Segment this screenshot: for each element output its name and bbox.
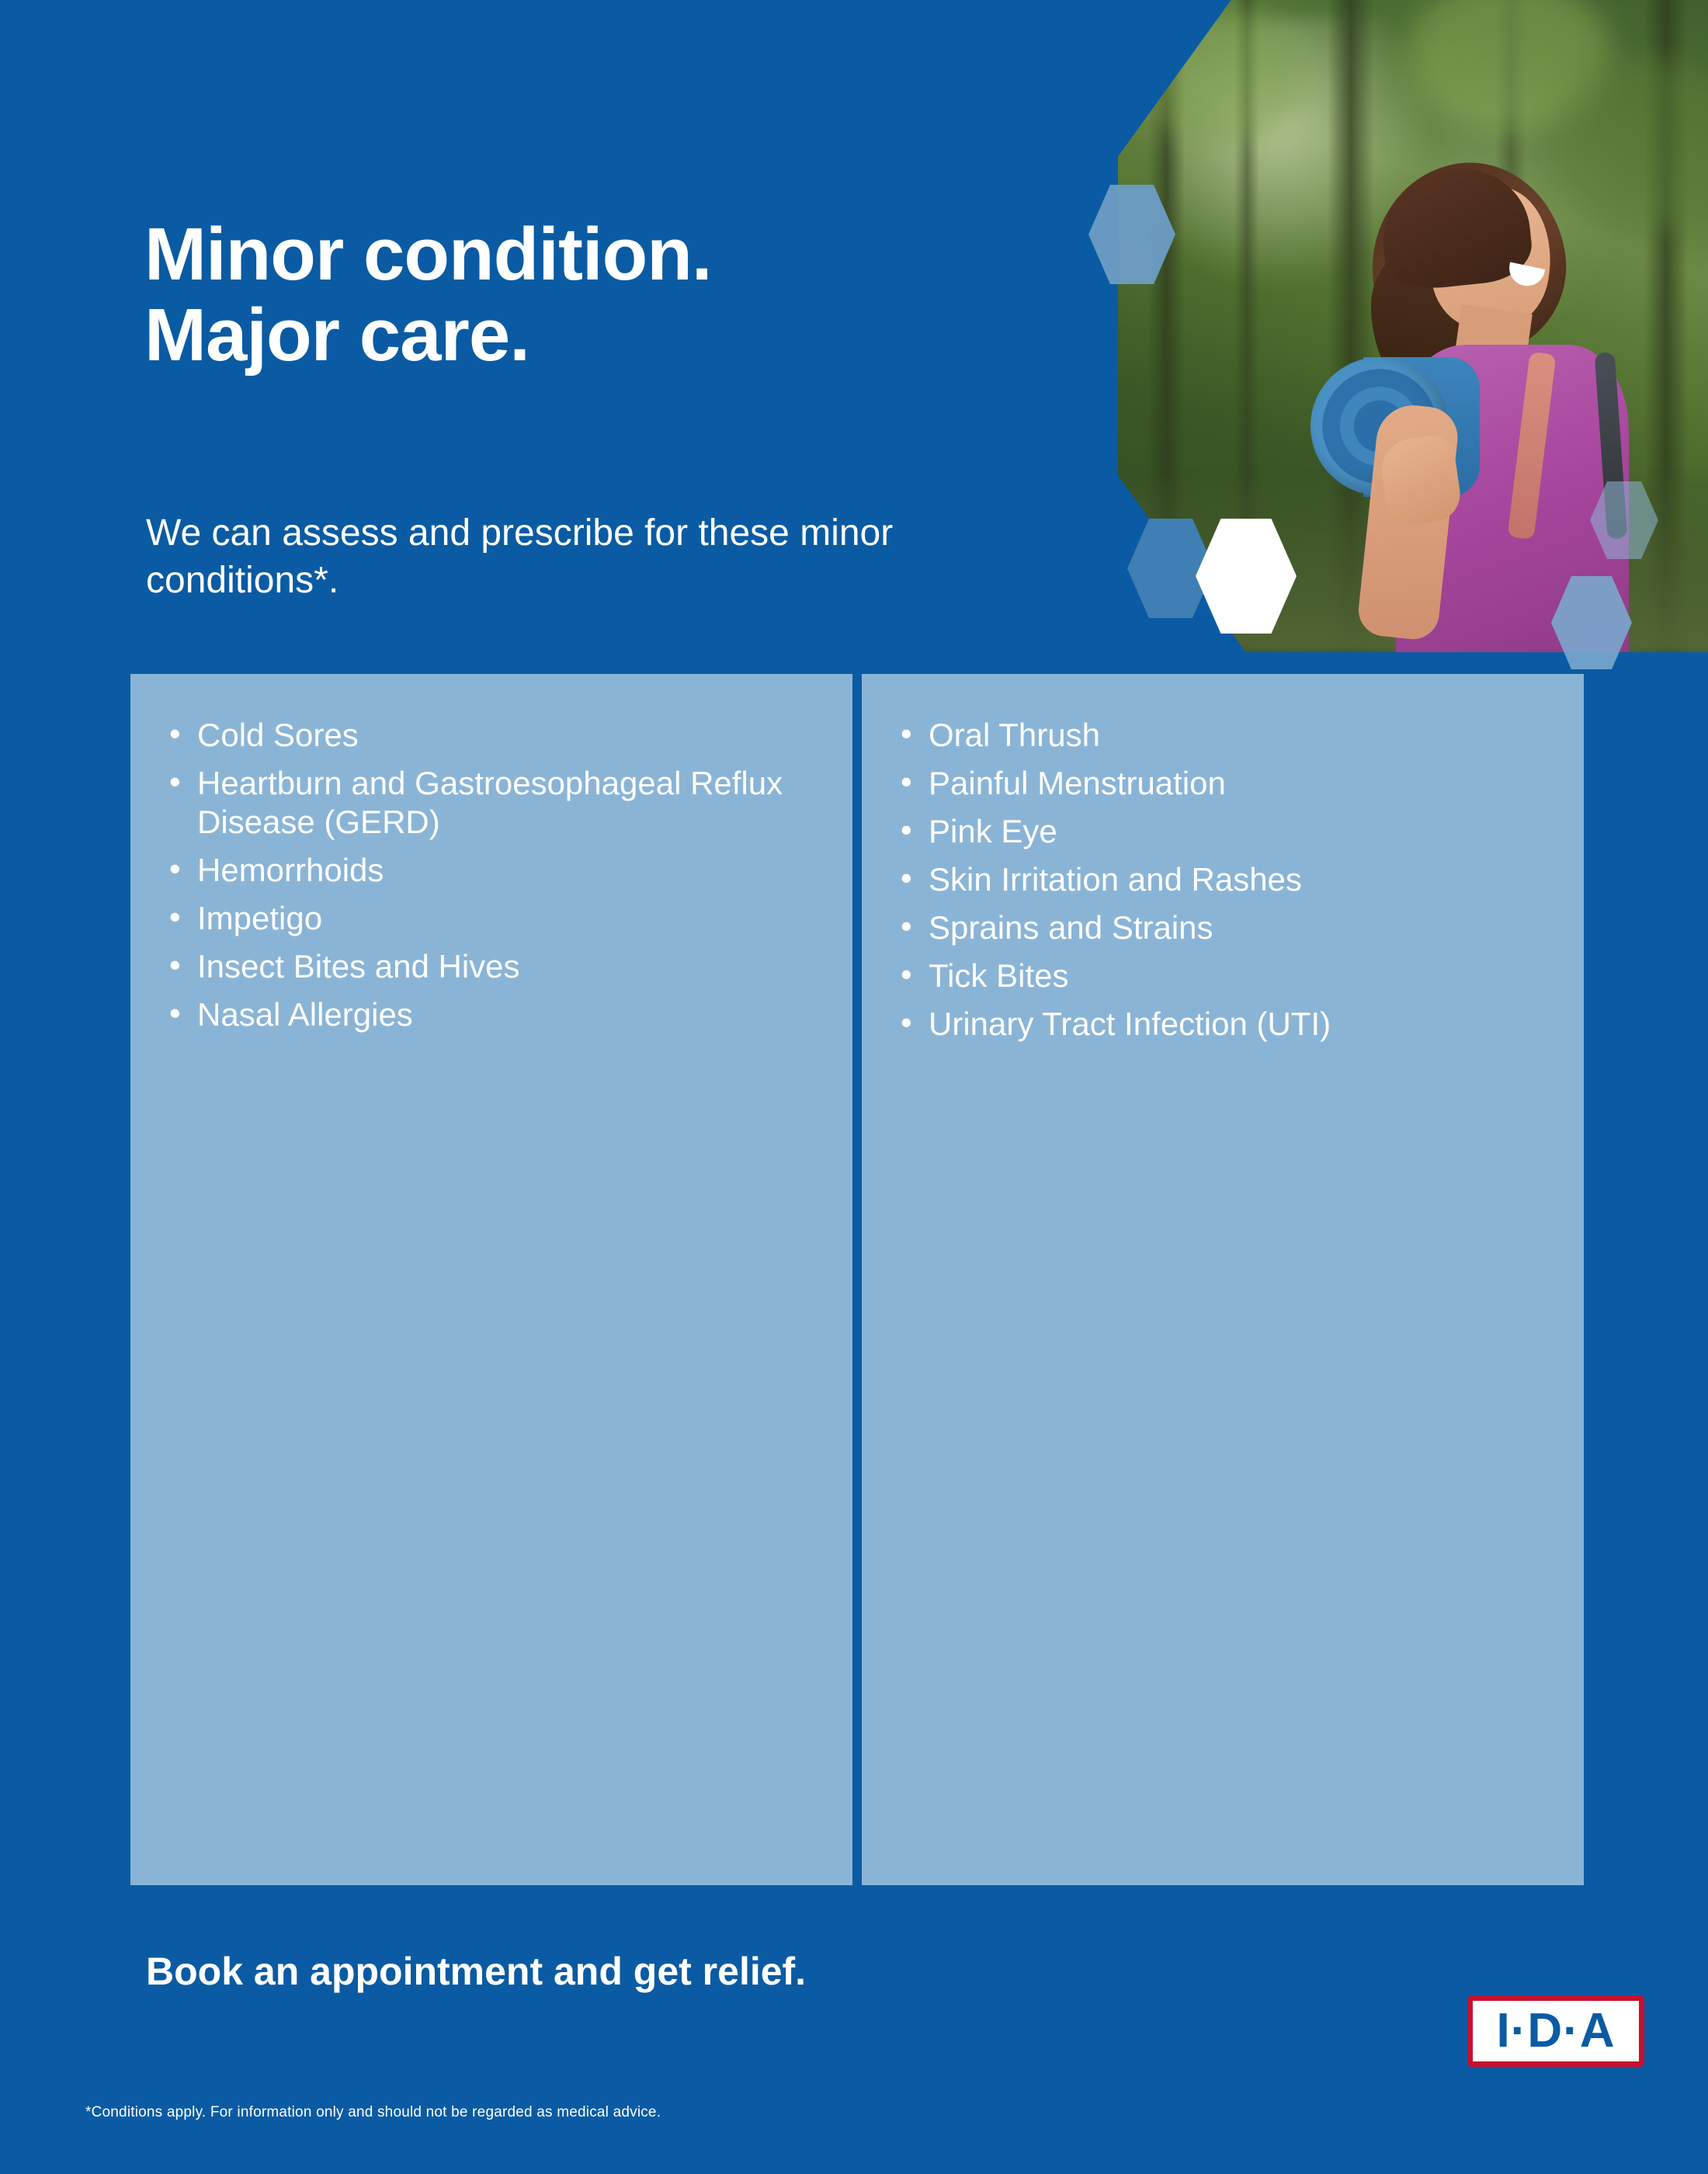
list-item: • Heartburn and Gastroesophageal Reflux Disease (GERD) — [161, 764, 821, 842]
photo-foliage — [1135, 5, 1306, 145]
list-item: • Hemorrhoids — [161, 851, 821, 890]
list-item: • Nasal Allergies — [161, 995, 821, 1034]
conditions-list-left — [161, 716, 821, 1034]
list-item: • Tick Bites — [893, 957, 1553, 995]
ida-logo — [1467, 1995, 1644, 2067]
list-item: • Painful Menstruation — [893, 764, 1553, 803]
subheading: We can assess and prescribe for these minor conditions*. — [146, 512, 894, 602]
conditions-panels — [130, 674, 1584, 1885]
conditions-list-right — [893, 716, 1553, 1044]
list-item: • Pink Eye — [893, 812, 1553, 851]
conditions-column-right — [862, 674, 1584, 1885]
list-item: • Sprains and Strains — [893, 908, 1553, 947]
list-item: • Impetigo — [161, 899, 821, 938]
ida-logo-text: I·D·A — [1496, 2004, 1616, 2058]
list-item: • Skin Irritation and Rashes — [893, 860, 1553, 899]
page-title — [144, 214, 712, 375]
list-item: • Cold Sores — [161, 716, 821, 755]
call-to-action-text: Book an appointment and get relief. — [146, 1950, 807, 1993]
list-item: • Oral Thrush — [893, 716, 1553, 755]
list-item: • Insect Bites and Hives — [161, 947, 821, 986]
headline-line-2: Major care. — [144, 293, 529, 377]
headline-line-1: Minor condition. — [144, 213, 712, 297]
disclaimer-text: *Conditions apply. For information only and should not be regarded as medical advice. — [85, 2104, 661, 2120]
conditions-column-left — [130, 674, 852, 1885]
list-item: • Urinary Tract Infection (UTI) — [893, 1005, 1553, 1044]
